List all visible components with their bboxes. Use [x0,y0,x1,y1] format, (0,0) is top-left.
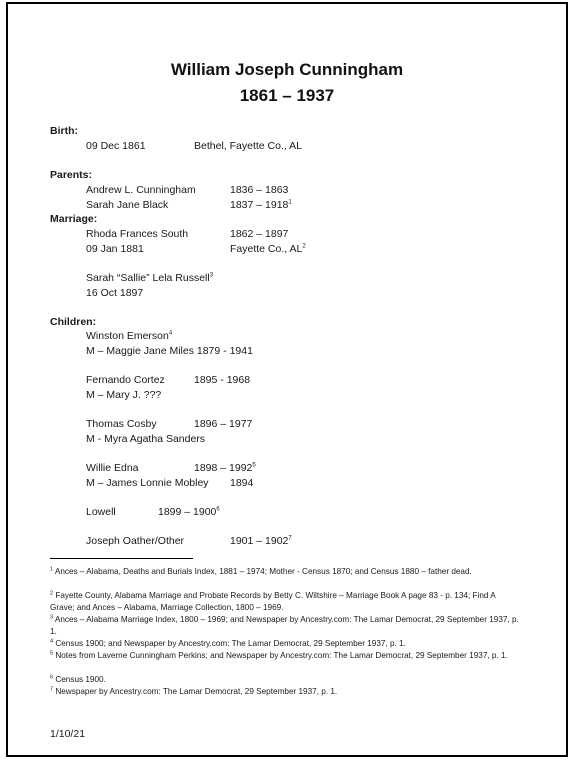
marriage2-date: 16 Oct 1897 [86,287,144,299]
marriage1-date: 09 Jan 1881 [86,243,144,255]
child-years: 1895 - 1968 [194,374,251,386]
child-spouse: M – Maggie Jane Miles 1879 - 1941 [86,345,253,357]
mother-years: 1837 – 1918$^1$ [230,199,292,211]
marriage1-place: Fayette Co., $AL^2$ [230,243,306,255]
footnote-5: $^5$ Notes from Laverne Cunningham Perkins; and Newspaper by Ancestry.com: The Lamar Democrat, 29 September 1937, p. 1. [50,650,508,660]
marriage-label: Marriage: [50,213,98,225]
footnote-6: $^6$ Census 1900. [50,674,106,684]
child-spouse-year: 1894 [230,477,254,489]
footnote-4: $^4$ Census 1900; and Newspaper by Ancestry.com: The Lamar Democrat, 29 September 1937, p. 1. [50,638,406,648]
child-name: Winston Emerson$^4$ [86,330,173,342]
footnote-2: $^2$ Fayette County, Alabama Marriage and Probate Records by Betty C. Wiltshire – Marriage Book A page 83 - p. 134; Find A Grave; and Ances – Alabama, Marriage Collection, 1800 – 1969. [50,590,496,612]
spouse2-name: Sarah “Sallie” Lela Russell$^3$ [86,272,214,284]
child-name: Fernando Cortez [86,374,165,386]
document-page [6,2,568,757]
children-label: Children: [50,316,97,328]
document-date: 1/10/21 [50,728,86,740]
footnote-ref[interactable]: 7 [288,535,292,542]
footnote-3: $^3$ Ances – Alabama Marriage Index, 1800 – 1969; and Newspaper by Ancestry.com: The Lamar Democrat, 29 September 1937, p. 1. [50,614,519,636]
child-spouse: M – James Lonnie Mobley [86,477,209,489]
mother-name: Sarah Jane Black [86,199,169,211]
child-name: Lowell [86,506,116,518]
footnote-7: $^7$ Newspaper by Ancestry.com: The Lamar Democrat, 29 September 1937, p. 1. [50,686,338,696]
child-spouse: M - Myra Agatha Sanders [86,433,206,445]
child-years: 1899 – 1900$^6$ [158,506,220,518]
child-spouse: M – Mary J. ??? [86,389,162,401]
footnote-1: $^1$ Ances – Alabama, Deaths and Burials Index, 1881 – 1974; Mother - Census 1870; and Census 1880 – father dead. [50,566,472,576]
child-name: Joseph Oather/Other [86,535,185,547]
footnote-ref[interactable]: 3 [209,272,214,279]
child-years: 1898 – 1992$^5$ [194,462,256,474]
birth-date: 09 Dec 1861 [86,140,146,152]
footnote-ref[interactable]: 2 [302,243,306,250]
child-years: 1896 – 1977 [194,418,253,430]
footnote-ref[interactable]: 6 [216,506,220,513]
birth-place: Bethel, Fayette Co., AL [194,140,302,152]
birth-label: Birth: [50,125,78,137]
spouse1-years: 1862 – 1897 [230,228,289,240]
child-years: 1901 – 1902$^7$ [230,535,292,547]
parents-label: Parents: [50,169,93,181]
child-name: Thomas Cosby [86,418,157,430]
footnote-ref[interactable]: 5 [252,462,256,469]
father-years: 1836 – 1863 [230,184,289,196]
footnote-divider [50,558,193,559]
father-name: Andrew L. Cunningham [86,184,196,196]
page-title: William Joseph Cunningham [170,60,404,79]
spouse1-name: Rhoda Frances South [86,228,189,240]
footnote-ref[interactable]: 1 [288,199,292,206]
lifespan-title: 1861 – 1937 [239,86,335,105]
footnote-ref[interactable]: 4 [168,330,173,337]
child-name: Willie Edna [86,462,139,474]
